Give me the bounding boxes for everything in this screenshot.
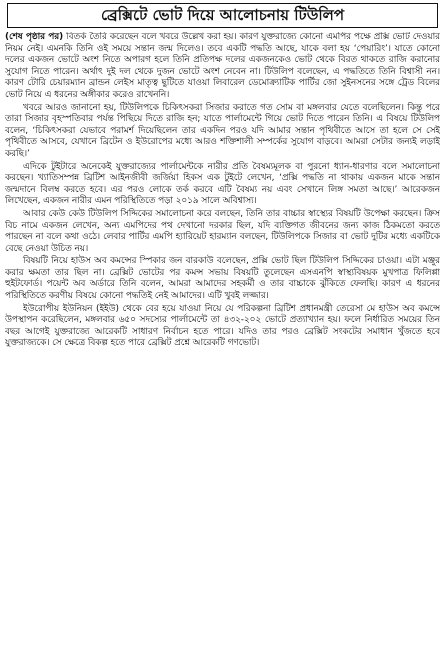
headline: ব্রেক্সিটে ভোট দিয়ে আলোচনায় টিউলিপ	[100, 6, 345, 24]
article	[5, 3, 440, 661]
paragraph: বিষয়টি নিয়ে হাউস অব কমন্সের স্পিকার জন বারকাউ বলেছেন, প্রক্সি ভোট ছিল টিউলিপ সিদ্দিকের চাওয়া। এটা মঞ্জুর করার ক্ষমতা তার ছিল না। ব্রেক্সিট ভোটের পর কমন্স সভায় বিষয়টি তুলেছেন এসএনপি স্বাস্থ্যবিষয়ক মুখপাত্র ফিলিপ্পা হুইটফোর্ড। পয়েন্ট অব অর্ডারে তিনি বলেন, আমরা আমাদের সহকর্মী ও তার বাচ্চাকে ঝুঁকিতে ফেলছি। কারণ এ ধরনের পরিস্থিতিতে করণীয় বিষয়ে কোনো পদ্ধতিই নেই আমাদের। এটি খুবই লজ্জার।	[5, 256, 440, 302]
paragraph: এদিকে টুইটারে অনেকেই যুক্তরাজ্যের পার্লামেন্টকে নারীর প্রতি বৈষম্যমূলক বা পুরনো ধ্যান-ধারণার বলে সমালোচনা করছেন। খ্যাতিসম্পন্ন ব্রিটিশ আইনজীবী জর্জিয়া হিকস এক টুইটে লেখেন, ‘প্রক্সি পদ্ধতি না থাকায় একজন মাকে সন্তান জন্মদানে বিলম্ব করতে হবে। এর পরও লোকে তর্ক করবে এটি বৈষম্য নয় এবং সেখানে লিঙ্গ সমতা আছে।’ আরেকজন লিখেছেন, একজন নারীর এমন পরিস্থিতিতে পড়া ২০১৯ সালে অবিশ্বাস্য।	[5, 161, 440, 207]
paragraph-text: বিতর্ক তৈরি করেছেন বলে খবরে উল্লেখ করা হয়। কারণ যুক্তরাজ্যে কোনো এমপির পক্ষে প্রক্সি ভোট দেওয়ার নিয়ম নেই। এমনকি তিনি ওই সময়ে সন্তান জন্ম দিলেও। তবে একটি পদ্ধতি আছে, যাকে বলা হয় ‘পেয়ারিং’। যাতে কোনো দলের একজন ভোটে অংশ নিতে অপারগ হলে তিনি প্রতিপক্ষ দলের একজনকেও ভোট থেকে বিরত থাকতে রাজি করানোর সুযোগ নিতে পারেন। অর্থাৎ দুই দল থেকে দুজন ভোটে অংশ নেবেন না। টিউলিপ বলেছেন, এ পদ্ধতিতে তিনি বিশ্বাসী নন। কারণ টোরি চেয়ারম্যান ব্রান্ডন লেইস মাতৃত্ব ছুটিতে যাওয়া লিবারেল ডেমোক্র্যাটিক পার্টির জো সুইনসনের সঙ্গে ট্রেড বিলের ভোট নিয়ে এ ধরনের অঙ্গীকার করেও রাখেননি।	[5, 32, 440, 100]
headline-box	[7, 3, 438, 28]
article-body	[5, 32, 440, 660]
paragraph: ইউরোপীয় ইউনিয়ন (ইইউ) থেকে বের হয়ে যাওয়া নিয়ে যে পরিকল্পনা ব্রিটিশ প্রধানমন্ত্রী তেরেসা মে হাউস অব কমন্সে উপস্থাপন করেছিলেন, মঙ্গলবার ৬৫০ সদস্যের পার্লামেন্টে তা ৪৩২-২০২ ভোটে প্রত্যাখ্যান হয়। ফলে নির্ধারিত সময়ের তিন বছর আগেই যুক্তরাজ্যে আরেকটি সাধারণ নির্বাচন হতে পারে। যদিও তার পরও ব্রেক্সিট সংকটের সমাধান খুঁজতে হবে যুক্তরাজ্যকে। সে ক্ষেত্রে বিকল্প হতে পারে ব্রেক্সিট প্রশ্নে আরেকটি গণভোট।	[5, 303, 440, 349]
paragraph	[5, 32, 440, 102]
continued-label: (শেষ পৃষ্ঠার পর)	[5, 32, 64, 42]
paragraph: খবরে আরও জানানো হয়, টিউলিপকে চিকিৎসকরা সিজার করাতে গত সোম বা মঙ্গলবার যেতে বলেছিলেন। কিন্তু পরে তারা সিজার বৃহস্পতিবার পর্যন্ত পিছিয়ে দিতে রাজি হন; যাতে পার্লামেন্টে গিয়ে ভোট দিতে পারেন তিনি। এ বিষয়ে টিউলিপ বলেন, ‘চিকিৎসকরা যেভাবে পরামর্শ দিয়েছিলেন তার একদিন পরও যদি আমার সন্তান পৃথিবীতে আসে তা হলে সে সেই পৃথিবীতে আসবে, যেখানে ব্রিটেন ও ইউরোপের মধ্যে আরও শক্তিশালী সম্পর্কের সুযোগ বাড়বে। আমরা সেটার জন্যই লড়াই করছি।’	[5, 102, 440, 159]
paragraph: আবার কেউ কেউ টিউলিপ সিদ্দিকের সমালোচনা করে বলছেন, তিনি তার বাচ্চার স্বাস্থ্যের বিষয়টি উপেক্ষা করছেন। ক্রিস বিচ নামে একজন লেখেন, অন্য এমপিদের পথ দেখানো দরকার ছিল, যদি ব্যক্তিগত জীবনের জন্য কাজ ঠিকমতো করতে পারছেন না বলে কথা ওঠে। লেবার পার্টির এমপি হ্যারিয়েট হারম্যান বলছেন, টিউলিপকে সিজার বা ভোট দুটির মধ্যে একটিকে বেছে নেওয়া উচিত নয়।	[5, 208, 440, 254]
